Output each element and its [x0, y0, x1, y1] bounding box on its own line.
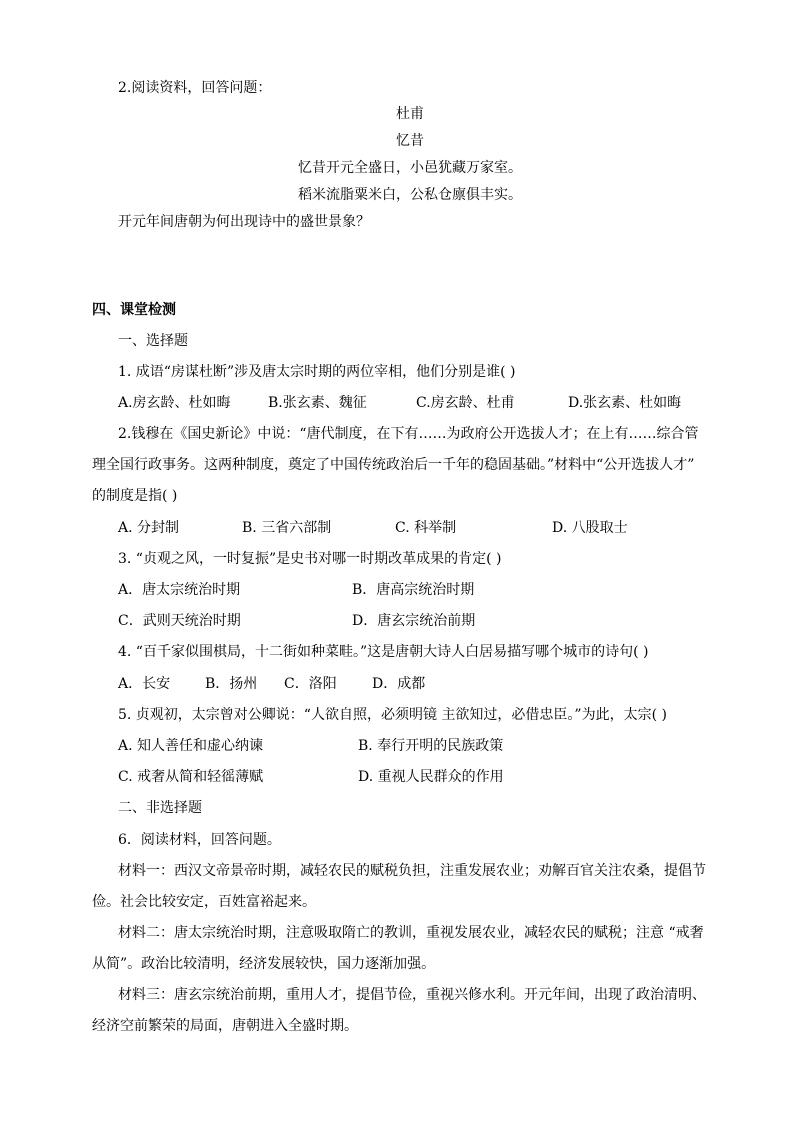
q5-option-c: C. 戒奢从简和轻徭薄赋 — [118, 769, 264, 785]
q4-option-b: B．扬州 — [205, 676, 258, 692]
q5-option-a: A. 知人善任和虚心纳谏 — [118, 738, 264, 754]
q3-option-c: C．武则天统治时期 — [118, 613, 241, 629]
q2-option-a: A. 分封制 — [118, 520, 180, 536]
poem-author: 杜甫 — [396, 106, 424, 122]
material-3-line-2: 经济空前繁荣的局面，唐朝进入全盛时期。 — [92, 1018, 358, 1034]
material-1-line-1: 材料一：西汉文帝景帝时期，减轻农民的赋税负担，注重发展农业；劝解百官关注农桑，提倡节 — [118, 863, 706, 879]
q5-option-b: B. 奉行开明的民族政策 — [358, 738, 504, 754]
q1-option-a: A.房玄龄、杜如晦 — [118, 395, 231, 411]
q3-option-b: B．唐高宗统治时期 — [352, 582, 475, 598]
q1-stem: 1. 成语“房谋杜断”涉及唐太宗时期的两位宰相，他们分别是谁( ) — [118, 364, 516, 380]
material-2-line-2: 从简”。政治比较清明，经济发展较快，国力逐渐加强。 — [92, 956, 436, 972]
q6-stem: 6．阅读材料，回答问题。 — [118, 832, 281, 848]
q4-option-d: D．成都 — [372, 676, 426, 692]
q4-option-c: C．洛阳 — [284, 676, 337, 692]
q4-stem: 4. “百千家似围棋局，十二街如种菜畦。”这是唐朝大诗人白居易描写哪个城市的诗句( ) — [118, 644, 649, 660]
q1-option-c: C.房玄龄、杜甫 — [416, 395, 515, 411]
q2-stem-line-1: 2.钱穆在《国史新论》中说：“唐代制度，在下有……为政府公开选拔人才；在上有……综合管 — [118, 426, 699, 442]
part-2-title: 二、非选择题 — [118, 800, 202, 816]
q2-stem-line-3: 的制度是指( ) — [92, 488, 178, 504]
q2-option-c: C. 科举制 — [395, 520, 457, 536]
section-heading: 四、课堂检测 — [92, 302, 176, 318]
material-2-line-1: 材料二：唐太宗统治时期，注意吸取隋亡的教训，重视发展农业，减轻农民的赋税；注意 “戒奢 — [118, 925, 704, 941]
q2-option-b: B. 三省六部制 — [242, 520, 332, 536]
question-2-question: 开元年间唐朝为何出现诗中的盛世景象？ — [118, 214, 370, 230]
material-1-line-2: 俭。社会比较安定，百姓富裕起来。 — [92, 894, 316, 910]
q4-option-a: A．长安 — [118, 676, 171, 692]
q3-stem: 3. “贞观之风，一时复振”是史书对哪一时期改革成果的肯定( ) — [118, 551, 502, 567]
q2-option-d: D. 八股取士 — [552, 520, 628, 536]
material-3-line-1: 材料三：唐玄宗统治前期，重用人才，提倡节俭，重视兴修水利。开元年间，出现了政治清明、 — [118, 987, 706, 1003]
q1-option-b: B.张玄素、魏征 — [268, 395, 367, 411]
part-1-title: 一、选择题 — [118, 333, 188, 349]
poem-title: 忆昔 — [396, 133, 424, 149]
poem-line-2: 稻米流脂粟米白，公私仓廪俱丰实。 — [298, 187, 522, 203]
q2-stem-line-2: 理全国行政事务。这两种制度，奠定了中国传统政治后一千年的稳固基础。”材料中“公开选拔人才” — [92, 457, 695, 473]
q1-option-d: D.张玄素、杜如晦 — [568, 395, 682, 411]
q3-option-d: D．唐玄宗统治前期 — [352, 613, 476, 629]
q5-stem: 5. 贞观初，太宗曾对公卿说：“人欲自照，必须明镜 主欲知过，必借忠臣。”为此，太宗( ) — [118, 707, 667, 723]
poem-line-1: 忆昔开元全盛日，小邑犹藏万家室。 — [298, 160, 522, 176]
question-2-prompt: 2.阅读资料，回答问题： — [118, 80, 272, 96]
q3-option-a: A．唐太宗统治时期 — [118, 582, 241, 598]
q5-option-d: D. 重视人民群众的作用 — [358, 769, 504, 785]
